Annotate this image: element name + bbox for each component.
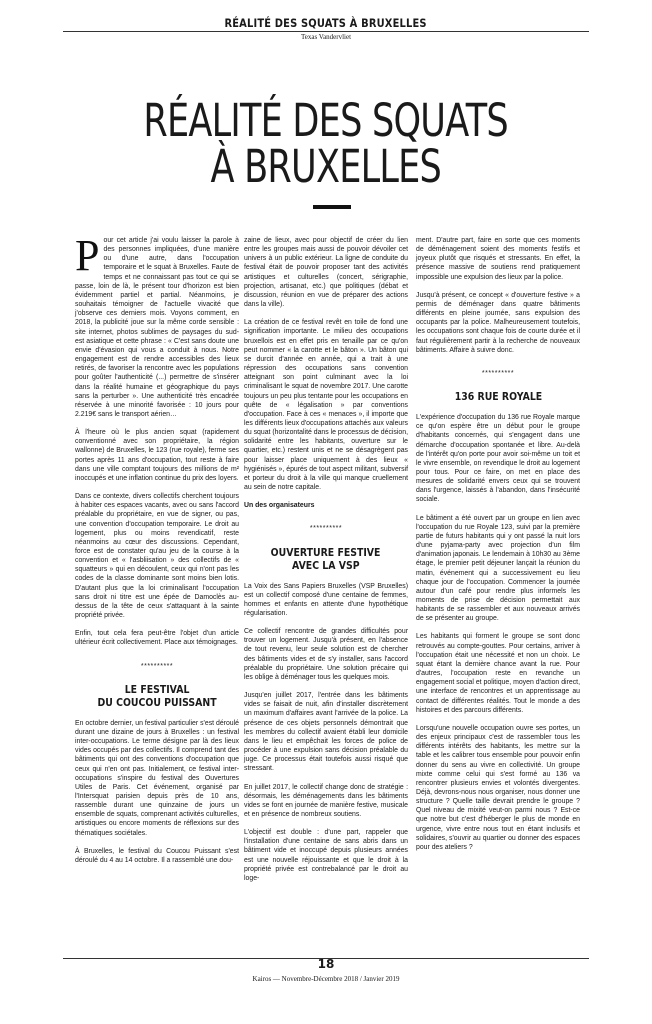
paragraph: Enfin, tout cela fera peut-être l'objet d'un article ultérieur écrit collectivement. Place aux témoignages. <box>75 630 239 647</box>
article-title <box>0 94 652 193</box>
paragraph: Lorsqu'une nouvelle occupation ouvre ses portes, un des enjeux principaux c'est de rassembler tous les différents intérêts des habitants, les mettre sur la table et les calibrer tous ensemble pour pouvoir enfin donner du sens au vivre en collectivité. Un groupe mixte comme celui qui s'est formé au 136 va rencontrer plusieurs envies et volontés divergentes. Déjà, devrons-nous nous organiser, nous donner une structure ? Quelle taille devrait prendre le groupe ? Quel niveau de mixité veut-on parmi nous ? Est-ce que notre but c'est d'héberger le plus de monde en urgence, vivre entre nous tout en étant inclusifs et solidaires, s'ouvrir au quartier ou donner des espaces pour des ateliers ? <box>416 724 580 851</box>
signature: Un des organisateurs <box>244 502 315 510</box>
paragraph: La création de ce festival revêt en toile de fond une signification importante. Le milieu des occupations bruxellois est en effet pris en tenaille par ce qu'on peut nommer « la carotte et le bâton ». Un bâton qui se durcit d'année en année, qui a trait à une répression des occupations sans convention atteignant son point culminant avec la loi criminalisant le squat de novembre 2017. Une carotte toujours un peu plus tentante pour les occupations en quête de « légalisation » par conventions d'occupation. Face à ces « menaces », il importe que les différents lieux d'occupations attachés aux valeurs du squat (horizontalité dans le processus de décision, solidarité entre les habitants, ouverture sur le quartier, etc.) restent unis et ne se désagrègent pas pour laisser place uniquement à des lieux « hygiénisés », épurés de tout aspect militant, subversif et porteur du droit à la ville qui manque cruellement au sein de notre capitale. <box>244 319 408 492</box>
paragraph: Le bâtiment a été ouvert par un groupe en lien avec l'occupation du rue Royale 123, suivi par la première partie de futurs habitants qui y ont passé la nuit lors d'une pyjama-party avec projection d'un film d'animation japonais. Le lendemain à 10h30 au 3ème étage, le premier petit déjeuner lançait la réunion du matin, événement qui a successivement eu lieu chaque jour de l'occupation. Commencer la journée autour d'un café pour rendre plus informels les moments de prise de décision permettait aux habitants de se rassembler et aux nouveaux arrivés de se présenter au groupe. <box>416 514 580 623</box>
paragraph: Pour cet article j'ai voulu laisser la parole à des personnes impliquées, d'une manière ou d'une autre, dans l'occupation temporaire et le squat à Bruxelles. Faute de temps et ne connaissant pas tout ce qui se passe, loin de là, le présent tour d'horizon est bien évidemment partiel et partial. Néanmoins, je souhaitais témoigner de l'actuelle vivacité que j'observe ces derniers mois. Voyons comment, en 2018, la publicité joue sur la même corde sensible : site internet, photos sublimes de paysages du sud-est asiatique et cette phrase : « C'est sans doute une envie d'évasion qui vous a conduit à nous. Notre engagement est de rendre accessibles des lieux retirés, de favoriser la rencontre avec les populations pour goûter l'authenticité (...) permettre de s'insérer dans la réalité humaine et géographique du pays sans la perturber ». Une authenticité très encadrée réservée à une minorité favorisée : 10 jours pour 2.219€ sans le transport aérien… <box>75 231 239 418</box>
paragraph: En juillet 2017, le collectif change donc de stratégie : désormais, les déménagements dans les bâtiments vides se font en journée de manière festive, musicale et en présence de nombreux soutiens. <box>244 783 408 818</box>
paragraph: Jusqu'à présent, ce concept « d'ouverture festive » a permis de déménager dans quatre bâtiments différents en pleine journée, sans expulsion des occupants par la police. Malheureusement toutefois, les occupations sont chaque fois de courte durée et il faut régulièrement partir à la recherche de nouveaux bâtiments. Affaire à suivre donc. <box>416 291 580 354</box>
paragraph: ment. D'autre part, faire en sorte que ces moments de déménagement soient des moments festifs et joyeux plutôt que risqués et stressants. En effet, la présence massive de soutiens rend pratiquement impossible une expulsion des lieux par la police. <box>416 237 580 281</box>
paragraph: La Voix des Sans Papiers Bruxelles (VSP Bruxelles) est un collectif composé d'une centaine de femmes, hommes et enfants en attente d'une hypothétique régularisation. <box>244 582 408 617</box>
paragraph: L'objectif est double : d'une part, rappeler que l'installation d'une centaine de sans abris dans un bâtiment vide et inoccupé depuis plusieurs années est une nouvelle réjouissante et que le droit à la propriété privée est contrebalancé par le droit au loge- <box>244 829 408 882</box>
page-number: 18 <box>317 957 335 971</box>
drop-cap: P <box>75 231 100 280</box>
paragraph: En octobre dernier, un festival particulier s'est déroulé durant une dizaine de jours à Bruxelles : un festival inter-occupations. Le terme désigne par là des lieux vides occupés par des collectifs. Il comprend tant des bâtiments qui ont des conventions d'occupation que ceux qui n'en ont pas. Initialement, ce festival inter-occupations s'inspire du festival des Ouvertures Utiles de Paris. Cet événement, organisé par l'Intersquat parisien depuis près de 10 ans, rassemble durant une quinzaine de jours un ensemble de squats, comprenant activités culturelles, artistiques ou encore moments de réflexions sur des thématiques sociétales. <box>75 719 239 837</box>
paragraph: L'expérience d'occupation du 136 rue Royale marque ce qu'on espère être un début pour le groupe d'habitants concernés, qui s'engagent dans une démarche d'occupation spontanée et libre. Au-delà de l'intérêt qu'on porte pour avoir soi-même un toit et le vivre ensemble, on revendique le droit au logement pour tous. Pour ce faire, on met en place des mesures de solidarité envers ceux qui se trouvent dans l'urgence, laissés à l'abandon, dans l'insécurité sociale. <box>416 414 580 504</box>
article-title-line1: RÉALITÉ DES SQUATS <box>143 94 509 147</box>
column-1 <box>75 231 239 874</box>
section-heading: 136 RUE ROYALE <box>454 390 542 404</box>
publication-line: Kairos — Novembre-Décembre 2018 / Janvier 2019 <box>252 975 400 983</box>
paragraph: Dans ce contexte, divers collectifs cherchent toujours à habiter ces espaces vacants, avec ou sans l'accord préalable du propriétaire, en vue de signer, ou pas, une convention d'occupation temporaire. Le droit au logement, plus ou moins revendicatif, reste néanmoins au cœur des discussions. Cependant, force est de constater qu'au jeu de la course à la convention et « l'asbliisation » des collectifs de « squatteurs » qui en découlent, ceux qui n'ont pas les codes de la classe dominante sont moins bien lotis. D'autant plus que la loi criminalisant l'occupation sans droit ni titre est une épée de Damoclès au-dessus de la tête de ceux s'attaquant à la sainte propriété privée. <box>75 493 239 620</box>
column-3 <box>416 236 580 861</box>
paragraph: Les habitants qui forment le groupe se sont donc retrouvés au compte-gouttes. Pour certains, arriver à l'occupation était une nécessité et non un choix. Le squat étant la dernière chance avant la rue. Pour d'autres, l'occupation reste en revanche un engagement social et politique, moyen d'action direct, une interface de rencontres et un apprentissage au contact de différentes réalités. Tout le monde a des histoires et des parcours différents. <box>416 633 580 714</box>
section-heading: OUVERTURE FESTIVE AVEC LA VSP <box>271 545 381 572</box>
section-separator: ********** <box>481 369 515 377</box>
running-header <box>0 14 652 41</box>
title-underline <box>313 205 351 209</box>
paragraph: zaine de lieux, avec pour objectif de créer du lien entre les groupes mais aussi de pouvoir dévoiler cet univers à un public extérieur. La ligne de conduite du festival était de pouvoir proposer tant des activités artistiques et culturelles (concert, sérigraphie, projection, artisanat, etc.) que politiques (débat et discussion, réunion en vue de préparer des actions dans la ville). <box>244 237 408 309</box>
paragraph: À Bruxelles, le festival du Coucou Puissant s'est déroulé du 4 au 14 octobre. Il a rassemblé une dou- <box>75 847 239 864</box>
paragraph: Jusqu'en juillet 2017, l'entrée dans les bâtiments vides se faisait de nuit, afin d'installer discrètement un maximum d'affaires avant l'arrivée de la police. La présence de ces objets personnels démontrait que les membres du collectif avaient établi leur domicile dans le lieu et empêchait les forces de police de procéder à une expulsion sans décision préalable du juge. Ce processus était toutefois aussi risqué que stressant. <box>244 692 408 773</box>
article-title-line2: À BRUXELLES <box>210 140 442 193</box>
paragraph: À l'heure où le plus ancien squat (rapidement conventionné avec son propriétaire, la région wallonne) de Bruxelles, le 123 (rue royale), ferme ses portes après 11 ans d'occupation, tout reste à faire dans une ville comptant toujours des millions de m² inoccupés et une inflation continue du prix des loyers. <box>75 429 239 482</box>
running-title: RÉALITÉ DES SQUATS À BRUXELLES <box>224 16 428 30</box>
author-name: Texas Vandervliet <box>300 33 352 41</box>
header-rule <box>63 31 589 32</box>
column-2 <box>244 236 408 892</box>
section-separator: ********** <box>309 525 343 533</box>
section-heading: LE FESTIVAL DU COUCOU PUISSANT <box>97 682 217 709</box>
paragraph: Ce collectif rencontre de grandes difficultés pour trouver un logement. Jusqu'à présent, en l'absence de tout revenu, leur seule solution est de chercher des bâtiments vides et de s'y installer, sans l'accord préalable du propriétaire. Une solution précaire qui les oblige à déménager tous les quelques mois. <box>244 628 408 681</box>
section-separator: ********** <box>140 662 174 670</box>
